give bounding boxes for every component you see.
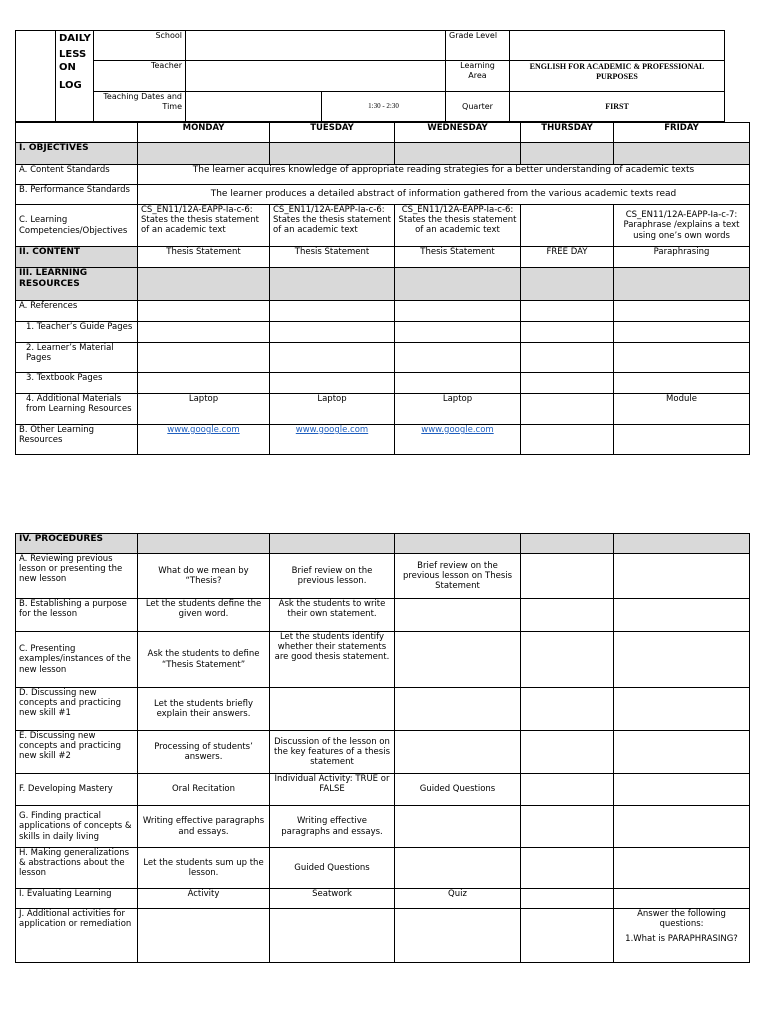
content-standards-label: A. Content Standards [16, 165, 138, 185]
proc-e-friday [614, 731, 750, 774]
proc-f-tuesday: Individual Activity: TRUE or FALSE [270, 774, 395, 806]
competency-tuesday: CS_EN11/12A-EAPP-Ia-c-6: States the thesis statement of an academic text [270, 205, 395, 247]
procedures-table [15, 533, 750, 963]
proc-d-wednesday [395, 688, 521, 731]
proc-g-monday: Writing effective paragraphs and essays. [138, 806, 270, 848]
day-header-tuesday: TUESDAY [270, 123, 395, 143]
proc-d-monday: Let the students briefly explain their answers. [138, 688, 270, 731]
proc-b-monday: Let the students define the given word. [138, 599, 270, 632]
proc-a-thursday [521, 554, 614, 599]
resources-heading: III. LEARNING RESOURCES [16, 268, 138, 301]
other-thursday [521, 425, 614, 455]
proc-a-wednesday: Brief review on the previous lesson on Thesis Statement [395, 554, 521, 599]
google-link-wednesday[interactable]: www.google.com [421, 425, 494, 435]
objectives-table [15, 122, 750, 455]
proc-h-monday: Let the students sum up the lesson. [138, 848, 270, 889]
proc-a-friday [614, 554, 750, 599]
proc-g-label: G. Finding practical applications of concepts & skills in daily living [16, 806, 138, 848]
proc-d-thursday [521, 688, 614, 731]
proc-c-label: C. Presenting examples/instances of the new lesson [16, 632, 138, 688]
additional-thursday [521, 394, 614, 425]
other-friday [614, 425, 750, 455]
proc-e-wednesday [395, 731, 521, 774]
proc-e-monday: Processing of students’ answers. [138, 731, 270, 774]
proc-i-tuesday: Seatwork [270, 889, 395, 909]
proc-b-wednesday [395, 599, 521, 632]
proc-d-friday [614, 688, 750, 731]
proc-a-monday: What do we mean by “Thesis? [138, 554, 270, 599]
proc-c-tuesday: Let the students identify whether their statements are good thesis statement. [270, 632, 395, 688]
proc-h-thursday [521, 848, 614, 889]
teachers-guide-label: 1. Teacher’s Guide Pages [16, 322, 138, 343]
content-thursday: FREE DAY [521, 247, 614, 268]
proc-g-tuesday: Writing effective paragraphs and essays. [270, 806, 395, 848]
proc-i-wednesday: Quiz [395, 889, 521, 909]
learning-area-value: ENGLISH FOR ACADEMIC & PROFESSIONAL PURPOSES [510, 61, 725, 92]
proc-j-friday-line2: 1.What is PARAPHRASING? [625, 934, 738, 945]
proc-j-thursday [521, 909, 614, 963]
proc-f-friday [614, 774, 750, 806]
google-link-monday[interactable]: www.google.com [167, 425, 240, 435]
proc-j-tuesday [270, 909, 395, 963]
proc-h-label: H. Making generalizations & abstractions about the lesson [16, 848, 138, 889]
proc-i-monday: Activity [138, 889, 270, 909]
proc-i-friday [614, 889, 750, 909]
proc-d-label: D. Discussing new concepts and practicing new skill #1 [16, 688, 138, 731]
competency-wednesday: CS_EN11/12A-EAPP-Ia-c-6: States the thesis statement of an academic text [395, 205, 521, 247]
dates-value[interactable] [186, 92, 322, 122]
proc-f-thursday [521, 774, 614, 806]
grade-level-label: Grade Level [446, 31, 510, 61]
proc-g-thursday [521, 806, 614, 848]
proc-f-monday: Oral Recitation [138, 774, 270, 806]
additional-materials-label: 4. Additional Materials from Learning Resources [16, 394, 138, 425]
proc-b-friday [614, 599, 750, 632]
proc-i-label: I. Evaluating Learning [16, 889, 138, 909]
title-line-1: DAILY [59, 33, 91, 44]
quarter-label: Quarter [446, 92, 510, 122]
teacher-label: Teacher [94, 61, 186, 92]
proc-e-label: E. Discussing new concepts and practicing new skill #2 [16, 731, 138, 774]
proc-j-monday [138, 909, 270, 963]
performance-standards-value: The learner produces a detailed abstract of information gathered from the various academic texts read [138, 185, 750, 205]
proc-c-wednesday [395, 632, 521, 688]
dates-label-line2: Time [162, 101, 182, 111]
objectives-heading: I. OBJECTIVES [16, 143, 138, 165]
title-line-3: ON [59, 62, 76, 73]
content-heading: II. CONTENT [16, 247, 138, 268]
proc-d-tuesday [270, 688, 395, 731]
quarter-value: FIRST [510, 92, 725, 122]
proc-f-wednesday: Guided Questions [395, 774, 521, 806]
proc-a-label: A. Reviewing previous lesson or presenting the new lesson [16, 554, 138, 599]
title-line-4: LOG [59, 80, 82, 91]
other-resources-label: B. Other Learning Resources [16, 425, 138, 455]
proc-j-label: J. Additional activities for application or remediation [16, 909, 138, 963]
learning-area-label-line2: Area [468, 70, 487, 80]
content-monday: Thesis Statement [138, 247, 270, 268]
proc-j-wednesday [395, 909, 521, 963]
learning-area-label [446, 61, 510, 92]
title-line-2: LESS [59, 49, 87, 60]
content-tuesday: Thesis Statement [270, 247, 395, 268]
proc-j-friday-line1: Answer the following questions: [637, 909, 726, 930]
additional-tuesday: Laptop [270, 394, 395, 425]
dates-label [94, 92, 186, 122]
proc-h-tuesday: Guided Questions [270, 848, 395, 889]
proc-b-thursday [521, 599, 614, 632]
performance-standards-label: B. Performance Standards [16, 185, 138, 205]
content-wednesday: Thesis Statement [395, 247, 521, 268]
proc-e-thursday [521, 731, 614, 774]
school-value[interactable] [186, 31, 446, 61]
content-friday: Paraphrasing [614, 247, 750, 268]
proc-e-tuesday: Discussion of the lesson on the key features of a thesis statement [270, 731, 395, 774]
references-label: A. References [16, 301, 138, 322]
competency-thursday [521, 205, 614, 247]
day-header-friday: FRIDAY [614, 123, 750, 143]
day-header-monday: MONDAY [138, 123, 270, 143]
corner-cell [16, 123, 138, 143]
procedures-heading: IV. PROCEDURES [16, 534, 138, 554]
additional-monday: Laptop [138, 394, 270, 425]
competencies-label: C. Learning Competencies/Objectives [16, 205, 138, 247]
proc-b-label: B. Establishing a purpose for the lesson [16, 599, 138, 632]
proc-j-friday [614, 909, 750, 963]
proc-c-friday [614, 632, 750, 688]
dates-label-line1: Teaching Dates and [103, 92, 182, 101]
proc-g-friday [614, 806, 750, 848]
proc-a-tuesday: Brief review on the previous lesson. [270, 554, 395, 599]
proc-b-tuesday: Ask the students to write their own statement. [270, 599, 395, 632]
header-table [15, 30, 725, 122]
learners-material-label: 2. Learner’s Material Pages [16, 343, 138, 373]
grade-level-value[interactable] [510, 31, 725, 61]
textbook-label: 3. Textbook Pages [16, 373, 138, 394]
teacher-value[interactable] [186, 61, 446, 92]
competency-friday: CS_EN11/12A-EAPP-Ia-c-7: Paraphrase /explains a text using one’s own words [614, 205, 750, 247]
title-cell [56, 31, 94, 122]
day-header-thursday: THURSDAY [521, 123, 614, 143]
additional-wednesday: Laptop [395, 394, 521, 425]
day-header-wednesday: WEDNESDAY [395, 123, 521, 143]
proc-f-label: F. Developing Mastery [16, 774, 138, 806]
proc-g-wednesday [395, 806, 521, 848]
proc-c-thursday [521, 632, 614, 688]
time-value: 1:30 - 2:30 [322, 92, 446, 122]
proc-h-wednesday [395, 848, 521, 889]
competency-monday: CS_EN11/12A-EAPP-Ia-c-6: States the thesis statement of an academic text [138, 205, 270, 247]
additional-friday: Module [614, 394, 750, 425]
learning-area-label-line1: Learning [460, 61, 495, 70]
content-standards-value: The learner acquires knowledge of appropriate reading strategies for a better understanding of academic texts [138, 165, 750, 185]
header-blank-cell [16, 31, 56, 122]
school-label: School [94, 31, 186, 61]
proc-h-friday [614, 848, 750, 889]
proc-i-thursday [521, 889, 614, 909]
proc-c-monday: Ask the students to define “Thesis Statement” [138, 632, 270, 688]
google-link-tuesday[interactable]: www.google.com [295, 425, 369, 435]
